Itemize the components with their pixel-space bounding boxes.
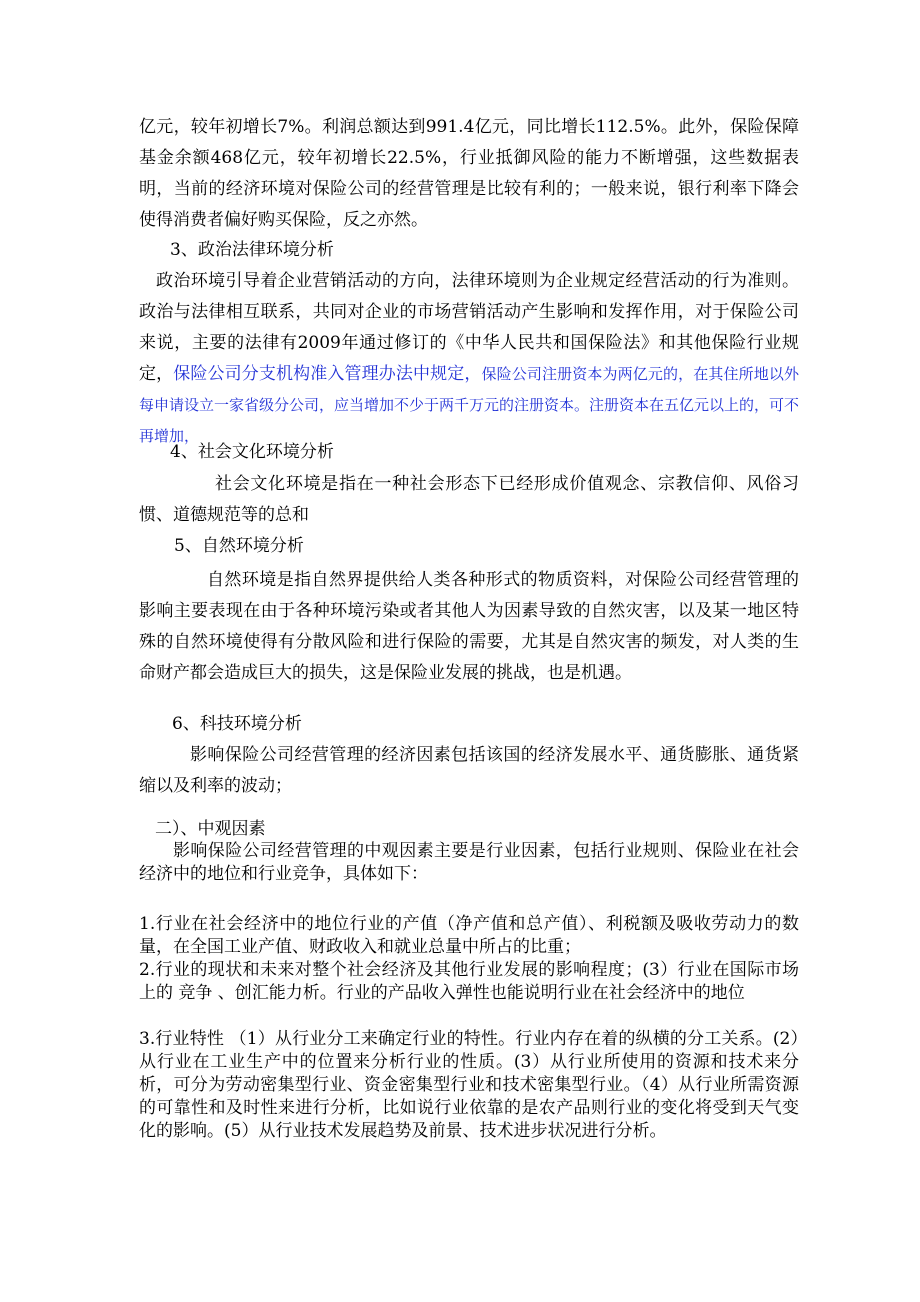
regulation-detail-text: 保险公司注册资本为两亿元的，在其住所地以外每申请设立一家省级分公司，应当增加不少于两千万元的注册资本。注册资本在五亿元以上的，可不再增加， — [139, 365, 800, 445]
list-item-3: 3.行业特性 （1）从行业分工来确定行业的特性。行业内存在着的纵横的分工关系。(2）从行业在工业生产中的位置来分析行业的性质。(3）从行业所使用的资源和技术来分析，可分为劳动密集型行业、资金密集型行业和技术密集型行业。（4）从行业所需资源的可靠性和及时性来进行分析，比如说行业依靠的是农产品则行业的变化将受到天气变化的影响。(5）从行业技术发展趋势及前景、技术进步状况进行分析。 — [139, 1029, 799, 1141]
heading-technology: 6、科技环境分析 — [172, 714, 302, 734]
paragraph-social-culture: 社会文化环境是指在一种社会形态下已经形成价值观念、宗教信仰、风俗习惯、道德规范等的总和 — [139, 474, 799, 525]
heading-natural-environment: 5、自然环境分析 — [174, 536, 304, 556]
list-item-2: 2.行业的现状和未来对整个社会经济及其他行业发展的影响程度；(3）行业在国际市场上的 竞争 、创汇能力析。行业的产品收入弹性也能说明行业在社会经济中的地位 — [139, 960, 799, 1003]
paragraph-political-legal — [139, 266, 799, 452]
heading-meso-factors: 二）、中观因素 — [155, 819, 266, 839]
paragraph-technology: 影响保险公司经营管理的经济因素包括该国的经济发展水平、通货膨胀、通货紧缩以及利率的波动； — [139, 745, 799, 796]
paragraph-natural-environment: 自然环境是指自然界提供给人类各种形式的物质资料，对保险公司经营管理的影响主要表现在由于各种环境污染或者其他人为因素导致的自然灾害，以及某一地区特殊的自然环境使得有分散风险和进行保险的需要，尤其是自然灾害的频发，对人类的生命财产都会造成巨大的损失，这是保险业发展的挑战，也是机遇。 — [139, 570, 799, 683]
paragraph-economic-data: 亿元，较年初增长7%。利润总额达到991.4亿元，同比增长112.5%。此外，保险保障基金余额468亿元，较年初增长22.5%，行业抵御风险的能力不断增强，这些数据表明，当前的经济环境对保险公司的经营管理是比较有利的；一般来说，银行利率下降会使得消费者偏好购买保险，反之亦然。 — [139, 117, 799, 230]
regulation-link-text: 保险公司分支机构准入管理办法中规定， — [173, 364, 482, 384]
list-item-1: 1.行业在社会经济中的地位行业的产值（净产值和总产值）、利税额及吸收劳动力的数量，在全国工业产值、财政收入和就业总量中所占的比重； — [139, 914, 799, 957]
paragraph-meso-factors: 影响保险公司经营管理的中观因素主要是行业因素，包括行业规则、保险业在社会经济中的地位和行业竞争，具体如下： — [139, 841, 799, 884]
heading-political-legal: 3、政治法律环境分析 — [170, 240, 334, 260]
political-legal-text: 政治环境引导着企业营销活动的方向，法律环境则为企业规定经营活动的行为准则。政治与法律相互联系，共同对企业的市场营销活动产生影响和发挥作用，对于保险公司来说，主要的法律有2009年通过修订的《中华人民共和国保险法》和其他保险行业规定， — [139, 271, 799, 384]
heading-social-culture: 4、社会文化环境分析 — [170, 442, 334, 462]
